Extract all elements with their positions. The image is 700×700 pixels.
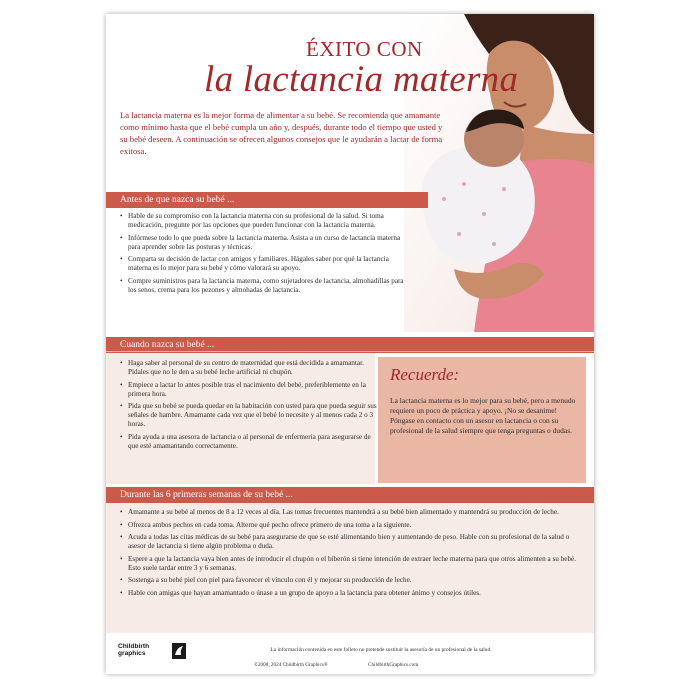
list-item: • Compre suministros para la lactancia materna, como sujetadores de lactancia, almohadillas para los senos, crema para los pezones y almohadas de lactancia. xyxy=(120,277,412,295)
logo-mark-icon xyxy=(172,643,186,659)
list-item: • Hable con amigas que hayan amamantado o únase a un grupo de apoyo a la lactancia para obtener ánimo y consejos útiles. xyxy=(120,589,578,598)
logo-line-2: graphics xyxy=(118,650,146,657)
logo-line-1: Childbirth xyxy=(118,643,150,650)
section-heading-first-weeks: Durante las 6 primeras semanas de su bebé ... xyxy=(106,487,594,503)
list-item: • Ofrezca ambos pechos en cada toma. Alterne qué pecho ofrece primero de una toma a la siguiente. xyxy=(120,521,578,530)
section-heading-before-birth: Antes de que nazca su bebé ... xyxy=(106,192,428,208)
list-item: • Espere a que la lactancia vaya bien antes de introducir el chupón o el biberón si tiene intención de extraer leche materna para que otros alimenten a su bebé. Esto suele tardar entre 3 y 6 semanas. xyxy=(120,555,578,573)
list-item: • Comparta su decisión de lactar con amigos y familiares. Hágales saber por qué la lactancia materna es lo mejor para su bebé y cómo valorará su apoyo. xyxy=(120,255,412,273)
section-first-weeks xyxy=(120,508,578,601)
disclaimer: La información contenida en este folleto no pretende sustituir la asesoría de un profesional de la salud. xyxy=(270,647,492,653)
reminder-text: La lactancia materna es lo mejor para su bebé, pero a menudo requiere un poco de práctica y apoyo. ¡No se desanime! Póngase en contacto con un asesor en lactancia o con su profesional de la salud siempre que tenga preguntas o dudas. xyxy=(390,396,576,435)
list-item: • Pida que su bebé se pueda quedar en la habitación con usted para que pueda seguir sus señales de hambre. Amamante cada vez que el bebé lo necesite y al menos cada 2 o 3 horas. xyxy=(120,402,378,429)
website: ChildbirthGraphics.com xyxy=(368,662,419,668)
list-item: • Hable de su compromiso con la lactancia materna con su profesional de la salud. Si toma medicación, pregunte por las opciones que pueden funcionar con la lactancia materna. xyxy=(120,212,412,230)
list-item: • Sostenga a su bebé piel con piel para favorecer el vínculo con él y mejorar su producción de leche. xyxy=(120,576,578,585)
list-item: • Haga saber al personal de su centro de maternidad que está decidida a amamantar. Pídales que no le den a su bebé leche artificial ni chupón. xyxy=(120,359,378,377)
list-item: • Acuda a todas las citas médicas de su bebé para asegurarse de que se esté alimentando bien y aumentando de peso. Hable con su profesional de la salud o asesor de lactancia si tiene algún problema o duda. xyxy=(120,533,578,551)
title-line-1: ÉXITO CON xyxy=(306,37,423,61)
section-heading-at-birth: Cuando nazca su bebé ... xyxy=(106,337,594,353)
list-item: • Pida ayuda a una asesora de lactancia o al personal de enfermería para asegurarse de que esté amamantando correctamente. xyxy=(120,433,378,451)
list-item: • Infórmese todo lo que pueda sobre la lactancia materna. Asista a un curso de lactancia materna para aprender sobre las posturas y técnicas. xyxy=(120,234,412,252)
section-before-birth xyxy=(120,212,412,298)
title-line-2: la lactancia materna xyxy=(204,59,519,100)
divider xyxy=(106,351,594,352)
brand-logo xyxy=(118,643,188,661)
list-item: • Amamante a su bebé al menos de 8 a 12 veces al día. Las tomas frecuentes mantendrá a su bebé bien alimentado y mantendrá su producción de leche. xyxy=(120,508,578,517)
copyright: ©2008, 2024 Childbirth Graphics® xyxy=(254,662,328,668)
section-at-birth xyxy=(120,359,378,454)
reminder-title: Recuerde: xyxy=(390,365,460,384)
intro-paragraph: La lactancia materna es la mejor forma de alimentar a su bebé. Se recomienda que amamante como mínimo hasta que el bebé cumpla un año y, después, durante todo el tiempo que usted y su bebé deseen. A continuación se ofrecen algunos consejos que le ayudarán a lactar de forma exitosa. xyxy=(120,110,443,156)
list-item: • Empiece a lactar lo antes posible tras el nacimiento del bebé, preferiblemente en la primera hora. xyxy=(120,381,378,399)
handout-page xyxy=(106,14,594,674)
